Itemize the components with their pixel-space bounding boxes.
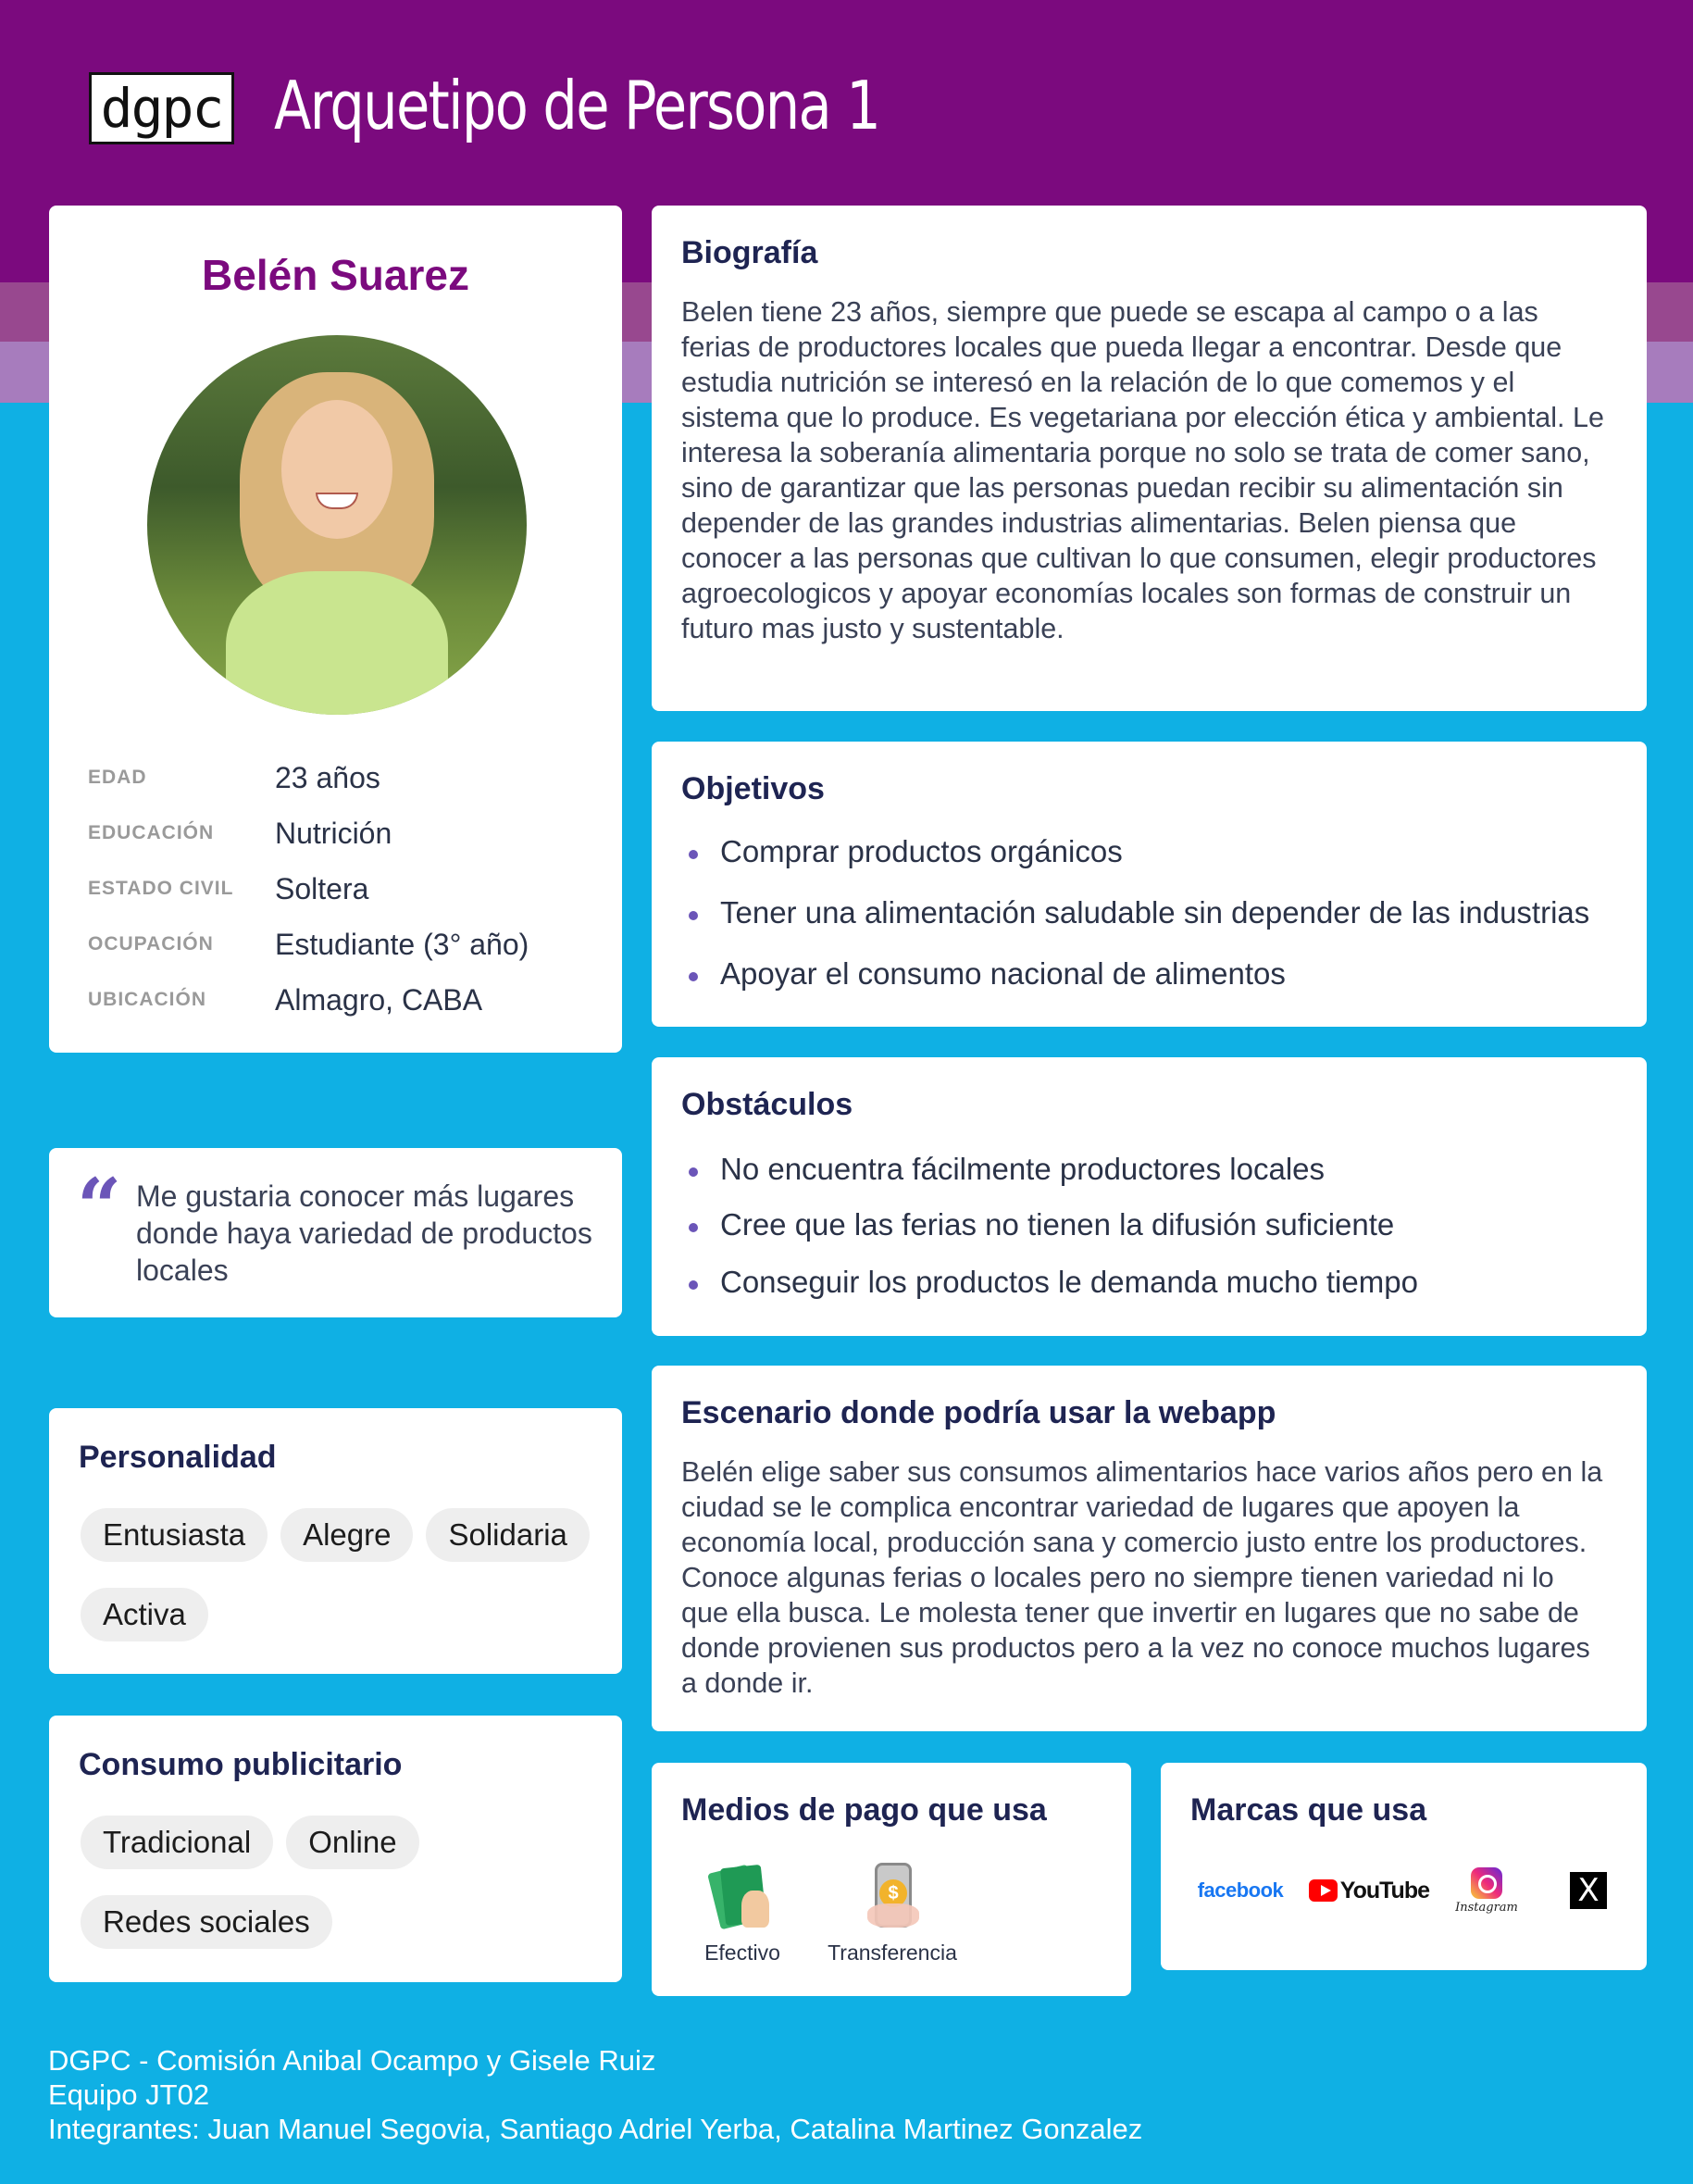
scenario-card — [652, 1366, 1647, 1731]
advertising-tag: Redes sociales — [81, 1895, 332, 1949]
cash-icon — [710, 1863, 775, 1929]
brands-title: Marcas que usa — [1190, 1792, 1427, 1828]
detail-label-ubicacion: UBICACIÓN — [88, 989, 206, 1010]
biography-text: Belen tiene 23 años, siempre que puede se escapa al campo o a las ferias de productores locales que pueda llegar a encontrar. Desde que estudia nutrición se interesó en la relación de lo que comemos y el sistema que lo produce. Es vegetariana por elección ética y ambiental. Le interesa la soberanía alimentaria porque no solo se trata de comer sano, sino de garantizar que las personas puedan recibir su alimentación sin depender de las grandes industrias alimentarias. Belen piensa que conocer a las personas que cultivan lo que consumen, elegir productores agroecologicos y apoyar economías locales son formas de construir un futuro mas justo y sustentable. — [681, 296, 1604, 644]
detail-row — [88, 805, 606, 861]
advertising-title: Consumo publicitario — [79, 1747, 403, 1782]
detail-value-ocupacion: Estudiante (3° año) — [275, 927, 529, 961]
goals-title: Objetivos — [681, 771, 825, 806]
profile-card — [49, 206, 622, 1053]
persona-name: Belén Suarez — [202, 251, 469, 299]
detail-row — [88, 861, 606, 917]
goals-list — [681, 834, 1635, 992]
obstacle-item: Cree que las ferias no tienen la difusión suficiente — [681, 1207, 1635, 1265]
obstacles-card — [652, 1057, 1647, 1336]
obstacles-list — [681, 1152, 1635, 1300]
detail-row — [88, 972, 606, 1028]
portrait-photo — [147, 335, 527, 715]
obstacles-title: Obstáculos — [681, 1087, 853, 1122]
payment-item-transfer — [800, 1863, 985, 1966]
personality-tags — [81, 1508, 599, 1641]
youtube-wordmark: YouTube — [1339, 1877, 1429, 1903]
facebook-logo: facebook — [1197, 1878, 1284, 1902]
payment-title: Medios de pago que usa — [681, 1792, 1047, 1828]
advertising-tag: Tradicional — [81, 1816, 273, 1869]
obstacle-item: No encuentra fácilmente productores locales — [681, 1152, 1635, 1207]
biography-card — [652, 206, 1647, 711]
goal-item: Comprar productos orgánicos — [681, 834, 1635, 895]
quote-card — [49, 1148, 622, 1317]
payment-card — [652, 1763, 1131, 1996]
detail-value-estado-civil: Soltera — [275, 871, 369, 905]
phone-transfer-icon: $ — [860, 1863, 925, 1929]
page-title: Arquetipo de Persona 1 — [274, 67, 880, 144]
payment-item-cash — [687, 1863, 798, 1966]
footer-line: Integrantes: Juan Manuel Segovia, Santiago Adriel Yerba, Catalina Martinez Gonzalez — [48, 2113, 1143, 2145]
payment-label: Efectivo — [704, 1941, 780, 1965]
x-icon: X — [1570, 1872, 1607, 1909]
personality-tag: Entusiasta — [81, 1508, 268, 1562]
dgpc-logo — [89, 72, 234, 144]
personality-tag: Activa — [81, 1588, 208, 1641]
x-logo — [1561, 1863, 1616, 1918]
goal-item: Tener una alimentación saludable sin depender de las industrias — [681, 895, 1635, 956]
detail-label-ocupacion: OCUPACIÓN — [88, 933, 214, 955]
biography-title: Biografía — [681, 235, 818, 270]
footer-line: DGPC - Comisión Anibal Ocampo y Gisele Ruiz — [48, 2044, 656, 2077]
personality-tag: Solidaria — [426, 1508, 589, 1562]
profile-details — [88, 750, 606, 1028]
avatar-face — [281, 400, 392, 539]
instagram-wordmark: Instagram — [1455, 1900, 1518, 1915]
detail-row — [88, 917, 606, 972]
logo-text: dgpc — [100, 77, 223, 140]
personality-title: Personalidad — [79, 1440, 277, 1475]
goal-item: Apoyar el consumo nacional de alimentos — [681, 956, 1635, 992]
detail-label-edad: EDAD — [88, 767, 147, 788]
footer — [48, 2043, 1142, 2146]
quote-icon: “ — [77, 1161, 122, 1253]
quote-text: Me gustaria conocer más lugares donde haya variedad de productos locales — [136, 1179, 592, 1287]
brands-card — [1161, 1763, 1647, 1970]
personality-card — [49, 1408, 622, 1674]
scenario-text: Belén elige saber sus consumos alimentarios hace varios años pero en la ciudad se le complica encontrar variedad de lugares que apoyen la economía local, producción sana y comercio justo entre los productores. Conoce algunas ferias o locales pero no siempre tienen variedad ni lo que ella busca. Le molesta tener que invertir en lugares que no sabe de donde provienen sus productos pero a la vez no conoce muchos lugares a donde ir. — [681, 1456, 1603, 1699]
detail-label-educacion: EDUCACIÓN — [88, 822, 215, 843]
advertising-tags — [81, 1816, 599, 1949]
detail-value-educacion: Nutrición — [275, 816, 392, 850]
detail-value-ubicacion: Almagro, CABA — [275, 982, 483, 1017]
detail-row — [88, 750, 606, 805]
advertising-card — [49, 1716, 622, 1982]
youtube-play-icon — [1309, 1879, 1338, 1902]
personality-tag: Alegre — [280, 1508, 413, 1562]
avatar-body — [226, 571, 448, 715]
instagram-logo — [1451, 1863, 1522, 1918]
advertising-tag: Online — [286, 1816, 418, 1869]
scenario-title: Escenario donde podría usar la webapp — [681, 1395, 1276, 1430]
detail-label-estado-civil: ESTADO CIVIL — [88, 878, 234, 899]
footer-line: Equipo JT02 — [48, 2078, 210, 2111]
goals-card — [652, 742, 1647, 1027]
detail-value-edad: 23 años — [275, 760, 380, 794]
instagram-camera-icon — [1471, 1867, 1502, 1899]
payment-label: Transferencia — [828, 1941, 957, 1965]
obstacle-item: Conseguir los productos le demanda mucho tiempo — [681, 1265, 1635, 1300]
youtube-logo — [1309, 1863, 1429, 1918]
